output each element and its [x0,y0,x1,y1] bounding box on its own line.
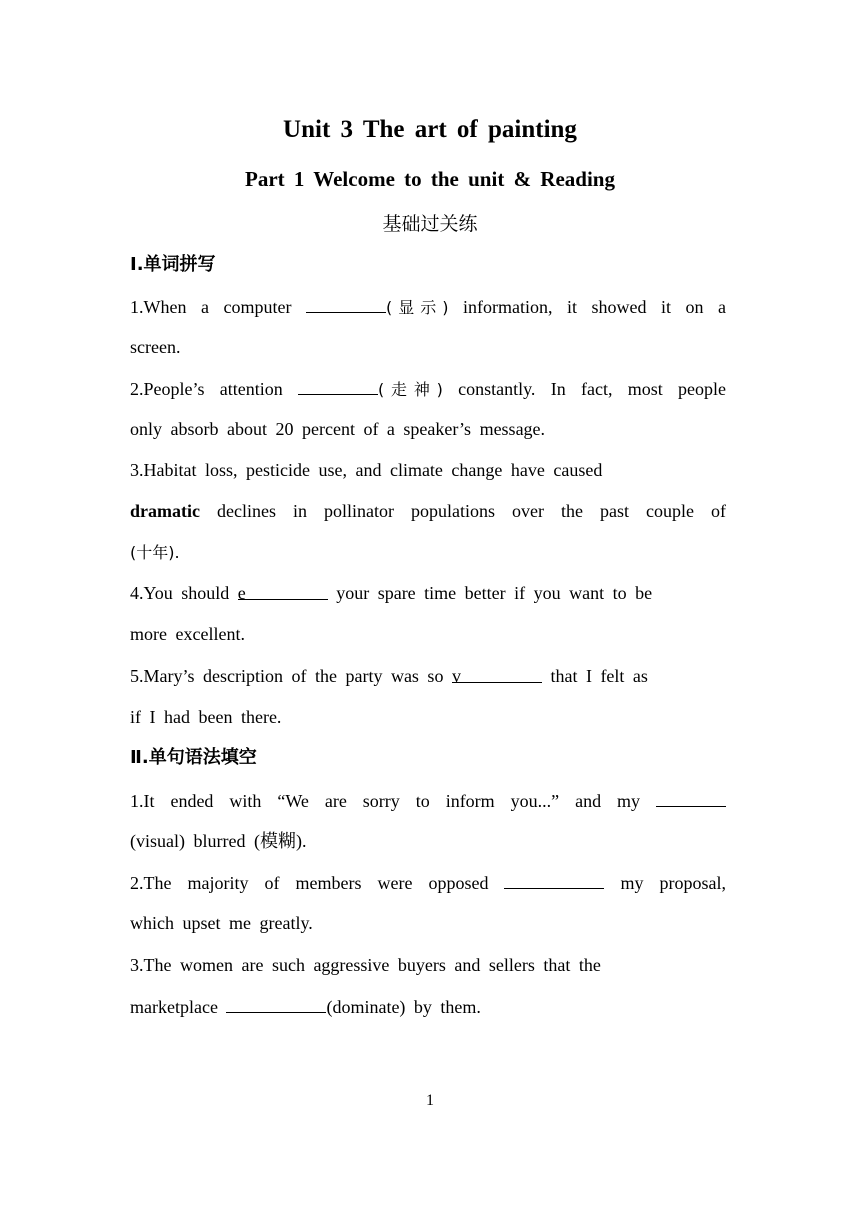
s1-q3-line2: dramatic declines in pollinator populations over the past couple of [130,501,726,521]
unit-title: Unit 3 The art of painting [283,116,577,143]
s1-q1-line2: screen. [130,337,181,357]
section1-heading: Ⅰ.单词拼写 [130,254,216,275]
answer-blank[interactable] [306,294,386,313]
section2-heading: Ⅱ.单句语法填空 [130,747,257,768]
s2-q2-line1: 2.The majority of members were opposed my proposal, [130,870,726,895]
s2-q2-line2: which upset me greatly. [130,913,313,933]
s1-q3-line3: (十年). [130,543,180,562]
answer-blank[interactable] [504,870,604,889]
part-title: Part 1 Welcome to the unit & Reading [245,167,615,191]
s1-q2-line2: only absorb about 20 percent of a speaker’s message. [130,419,546,439]
s1-q5-line2: if I had been there. [130,707,282,727]
exercise-subtitle: 基础过关练 [382,213,478,235]
s1-q1-line1: 1.When a computer (显示) information, it showed it on a [130,294,726,320]
answer-blank[interactable] [298,376,378,395]
page-number: 1 [426,1092,434,1109]
answer-blank[interactable] [226,994,326,1013]
s1-q4-line1: 4.You should e your spare time better if you want to be [130,583,653,603]
answer-blank[interactable] [656,788,726,807]
s1-q2-line1: 2.People’s attention (走神) constantly. In fact, most people [130,376,726,402]
s2-q1-line1: 1.It ended with “We are sorry to inform you...” and my [130,788,726,813]
s1-q3-line1: 3.Habitat loss, pesticide use, and climate change have caused [130,460,603,480]
s2-q3-line2: marketplace (dominate) by them. [130,994,730,1019]
answer-blank[interactable]: e [238,581,328,600]
s1-q5-line1: 5.Mary’s description of the party was so v that I felt as [130,666,648,686]
s2-q3-line1: 3.The women are such aggressive buyers and sellers that the [130,955,601,975]
answer-blank[interactable]: v [452,664,542,683]
s2-q1-line2: (visual) blurred (模糊). [130,831,307,851]
s1-q4-line2: more excellent. [130,624,245,644]
